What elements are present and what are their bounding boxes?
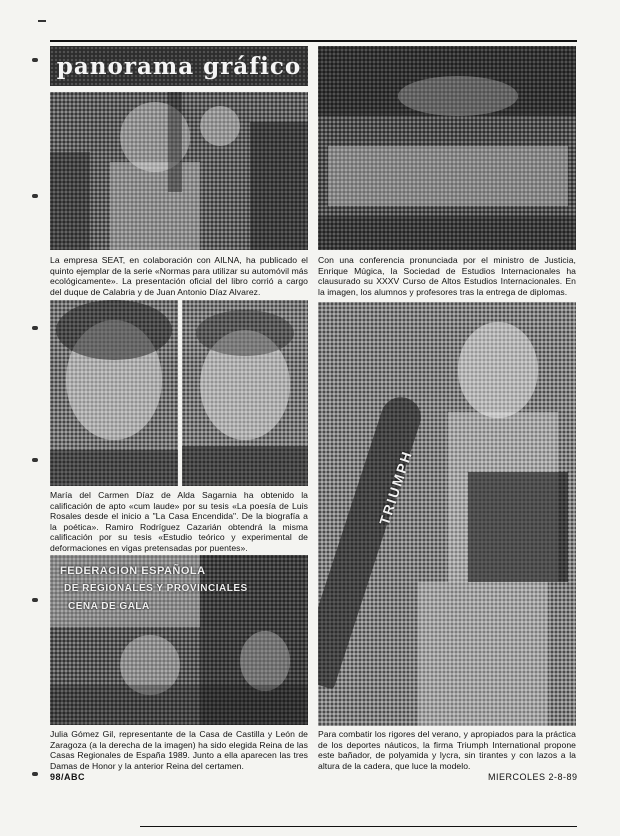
top-rule [50,40,577,42]
photo-verano-model [318,302,576,726]
bottom-rule [140,826,577,827]
caption-verano: Para combatir los rigores del verano, y apropiados para la práctica de los deportes náuticos, la firma Triumph International propone este bañador, de polyamida y lycra, sin tirantes y con lazos a la altura de la cadera, que luce la modelo. [318,729,576,771]
margin-tick [32,194,38,198]
margin-tick [32,458,38,462]
caption-castilla: Julia Gómez Gil, representante de la Casa de Castilla y León de Zaragoza (a la derecha de la imagen) ha sido elegida Reina de las Casas Regionales de España 1989. Junto a ella aparecen las tres Damas de Honor y la anterior Reina del certamen. [50,729,308,771]
caption-poetas: María del Carmen Díaz de Alda Sagarnia ha obtenido la calificación de apto «cum laude» por su tesis «La poesía de Luis Rosales desde el inicio a "La Casa Encendida". De la biografía a la poética». Ramiro Rodríguez Cazarián obtendrá la misma calificación por su tesis «Estudio teórico y experimental de deformaciones en vigas pretensadas por puentes». [50,490,308,553]
board-text: TRIUMPH [376,448,416,527]
section-header [50,46,308,86]
banner-line: DE REGIONALES Y PROVINCIALES [64,583,248,594]
section-title: panorama gráfico [56,52,302,80]
caption-seat: La empresa SEAT, en colaboración con AILNA, ha publicado el quinto ejemplar de la serie «Normas para utilizar su automóvil más ecológicamente». La presentación oficial del libro corrió a cargo del duque de Calabria y de Juan Antonio Díaz Alvarez. [50,255,308,297]
photo-portrait-woman [50,300,178,486]
photo-casa-castilla [50,555,308,725]
margin-tick [32,58,38,62]
margin-tick [32,326,38,330]
banner-line: FEDERACION ESPAÑOLA [60,565,206,577]
banner-line: CENA DE GALA [68,601,150,612]
corner-mark [38,20,46,22]
photo-portrait-man [182,300,308,486]
margin-tick [32,772,38,776]
page-number: 98/ABC [50,772,86,782]
issue-date: MIERCOLES 2-8-89 [488,772,578,782]
photo-justicia-group [318,46,576,250]
photo-seat-presentation [50,92,308,250]
margin-tick [32,598,38,602]
caption-justicia: Con una conferencia pronunciada por el ministro de Justicia, Enrique Múgica, la Sociedad de Estudios Internacionales ha clausurado su XXXV Curso de Altos Estudios Internacionales. En la imagen, los alumnos y profesores tras la entrega de diplomas. [318,255,576,297]
